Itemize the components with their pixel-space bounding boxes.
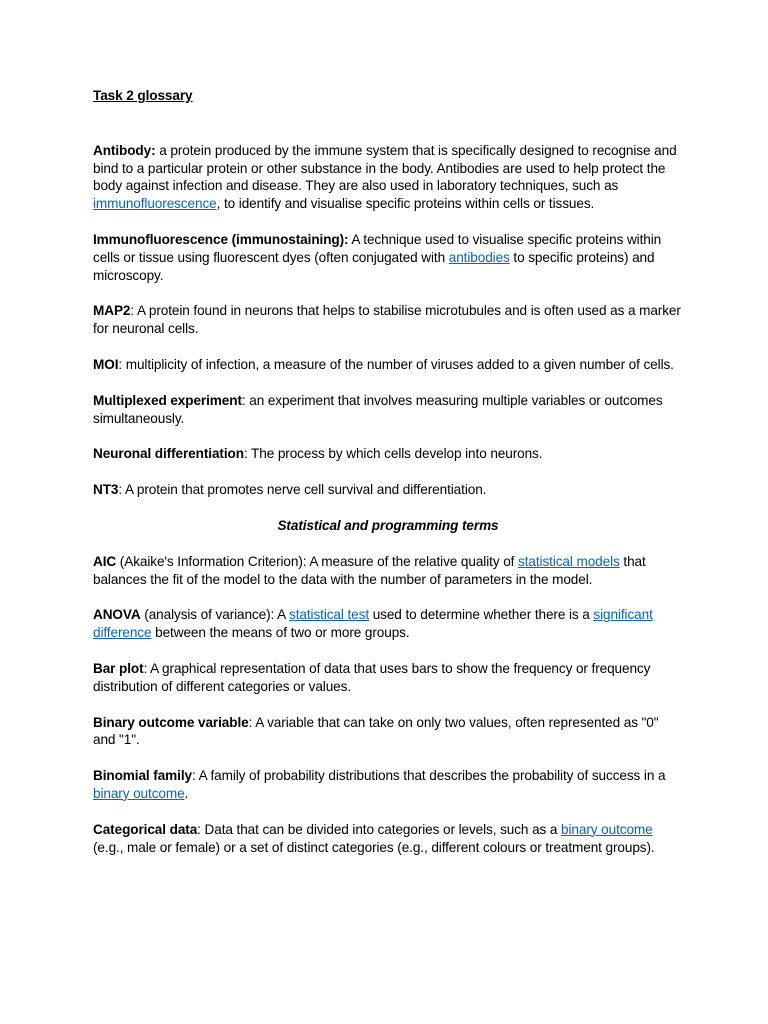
hyperlink-statistical-test[interactable]: statistical test bbox=[289, 607, 370, 623]
glossary-term: Neuronal differentiation bbox=[93, 446, 244, 462]
glossary-term: Binary outcome variable bbox=[93, 714, 249, 730]
document-page bbox=[93, 87, 683, 874]
glossary-term: Bar plot bbox=[93, 660, 144, 676]
definition-text: : A graphical representation of data that uses bars to show the frequency or frequency distribution of different categories or values. bbox=[93, 660, 651, 694]
glossary-term: MAP2 bbox=[93, 303, 131, 319]
glossary-entry-bar-plot bbox=[93, 660, 683, 696]
glossary-entry-binomial-family bbox=[93, 767, 683, 803]
glossary-entry-immunofluorescence-immunostaining bbox=[93, 231, 683, 284]
glossary-term: MOI bbox=[93, 356, 119, 372]
definition-text: a protein produced by the immune system that is specifically designed to recognise and bind to a particular protein or other substance in the body. Antibodies are used to help protect the body against infection and disease. They are also used in laboratory techniques, such as bbox=[93, 142, 677, 194]
glossary-entry-neuronal-differentiation bbox=[93, 445, 683, 463]
definition-text: : multiplicity of infection, a measure of the number of viruses added to a given number of cells. bbox=[118, 356, 674, 372]
glossary-term: NT3 bbox=[93, 482, 119, 498]
glossary-entry-binary-outcome-variable bbox=[93, 714, 683, 750]
glossary-section-statistics bbox=[93, 553, 683, 857]
definition-text: , to identify and visualise specific proteins within cells or tissues. bbox=[216, 196, 595, 212]
definition-text: : A variable that can take on only two values, often represented as "0" and "1". bbox=[93, 714, 659, 748]
hyperlink-binary-outcome[interactable]: binary outcome bbox=[561, 821, 653, 837]
glossary-entry-categorical-data bbox=[93, 821, 683, 857]
definition-text: that balances the fit of the model to the data with the number of parameters in the model. bbox=[93, 553, 646, 587]
definition-text: (Akaike's Information Criterion): A measure of the relative quality of bbox=[116, 553, 519, 569]
glossary-entry-moi bbox=[93, 356, 683, 374]
glossary-term: Binomial family bbox=[93, 768, 192, 784]
hyperlink-immunofluorescence[interactable]: immunofluorescence bbox=[93, 196, 217, 212]
glossary-entry-aic bbox=[93, 553, 683, 589]
definition-text: A technique used to visualise specific proteins within cells or tissue using fluorescent dyes (often conjugated with bbox=[93, 231, 662, 265]
definition-text: (e.g., male or female) or a set of distinct categories (e.g., different colours or treatment groups). bbox=[93, 839, 655, 855]
hyperlink-binary-outcome[interactable]: binary outcome bbox=[93, 785, 185, 801]
definition-text: : A protein found in neurons that helps to stabilise microtubules and is often used as a marker for neuronal cells. bbox=[93, 303, 681, 337]
hyperlink-significant-difference[interactable]: significant difference bbox=[93, 607, 653, 641]
document-title: Task 2 glossary bbox=[93, 88, 193, 103]
glossary-entry-nt3 bbox=[93, 481, 683, 499]
hyperlink-antibodies[interactable]: antibodies bbox=[448, 249, 510, 265]
definition-text: : A protein that promotes nerve cell survival and differentiation. bbox=[118, 482, 487, 498]
definition-text: : an experiment that involves measuring multiple variables or outcomes simultaneously. bbox=[93, 392, 663, 426]
glossary-term: Categorical data bbox=[93, 821, 198, 837]
section-heading: Statistical and programming terms bbox=[277, 517, 499, 533]
glossary-term: AIC bbox=[93, 553, 117, 569]
glossary-entry-antibody bbox=[93, 142, 683, 213]
definition-text: between the means of two or more groups. bbox=[151, 625, 410, 641]
glossary-entry-multiplexed-experiment bbox=[93, 392, 683, 428]
definition-text: : Data that can be divided into categories or levels, such as a bbox=[197, 821, 562, 837]
glossary-section-biology bbox=[93, 142, 683, 499]
definition-text: (analysis of variance): A bbox=[140, 607, 290, 623]
definition-text: used to determine whether there is a bbox=[369, 607, 594, 623]
glossary-term: Multiplexed experiment bbox=[93, 392, 242, 408]
definition-text: : A family of probability distributions that describes the probability of success in a bbox=[191, 768, 666, 784]
hyperlink-statistical-models[interactable]: statistical models bbox=[518, 553, 620, 569]
definition-text: : The process by which cells develop into neurons. bbox=[243, 446, 543, 462]
glossary-entry-anova bbox=[93, 606, 683, 642]
glossary-term: ANOVA bbox=[93, 607, 141, 623]
glossary-term: Antibody: bbox=[93, 142, 156, 158]
definition-text: . bbox=[184, 785, 189, 801]
definition-text: to specific proteins) and microscopy. bbox=[93, 249, 655, 283]
glossary-term: Immunofluorescence (immunostaining): bbox=[93, 231, 349, 247]
glossary-entry-map2 bbox=[93, 302, 683, 338]
